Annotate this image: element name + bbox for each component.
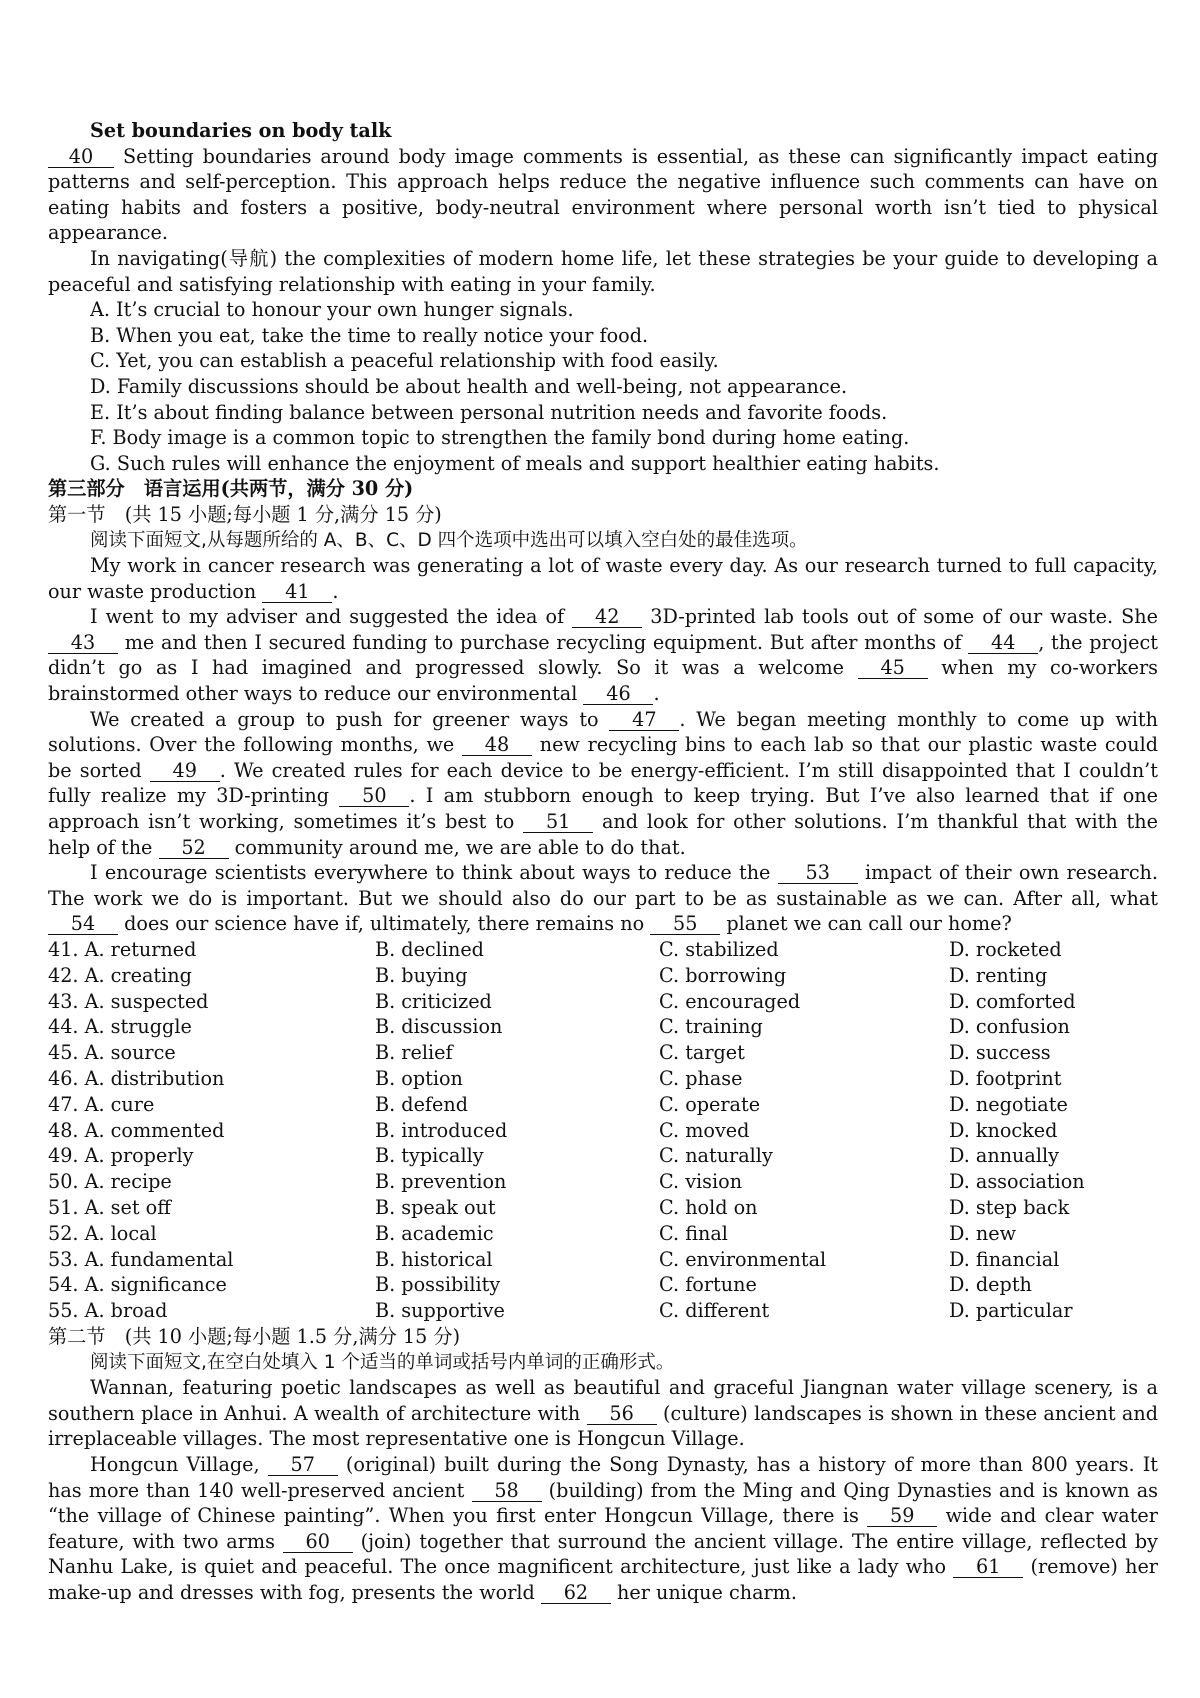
choice-48c[interactable]: C. moved (659, 1118, 750, 1142)
choice-41d[interactable]: D. rocketed (949, 938, 1062, 961)
option-e: E. It’s about finding balance between personal nutrition needs and favorite foods. (90, 400, 888, 424)
choice-51b[interactable]: B. speak out (375, 1195, 496, 1219)
choice-42b[interactable]: B. buying (375, 963, 468, 987)
choice-52d[interactable]: D. new (949, 1221, 1017, 1245)
blank-42[interactable]: 42 (572, 606, 642, 628)
choice-53d[interactable]: D. financial (949, 1247, 1060, 1271)
blank-45[interactable]: 45 (858, 657, 928, 679)
choice-53b[interactable]: B. historical (375, 1247, 493, 1271)
passage-title: Set boundaries on body talk (90, 119, 392, 142)
choice-49a[interactable]: 49. A. properly (48, 1144, 194, 1168)
passage-paragraph (48, 144, 1158, 246)
blank-53[interactable]: 53 (778, 862, 858, 884)
choice-41c[interactable]: C. stabilized (659, 938, 779, 961)
choice-52b[interactable]: B. academic (375, 1221, 494, 1245)
choice-46c[interactable]: C. phase (659, 1066, 743, 1090)
choice-54b[interactable]: B. possibility (375, 1273, 501, 1297)
blank-59[interactable]: 59 (867, 1505, 937, 1527)
choice-46b[interactable]: B. option (375, 1066, 463, 1090)
choice-53c[interactable]: C. environmental (659, 1247, 827, 1271)
choice-54a[interactable]: 54. A. significance (48, 1273, 227, 1297)
blank-50[interactable]: 50 (339, 785, 409, 807)
choice-53a[interactable]: 53. A. fundamental (48, 1247, 234, 1271)
choice-45d[interactable]: D. success (949, 1041, 1051, 1065)
choice-44d[interactable]: D. confusion (949, 1015, 1070, 1039)
choice-52a[interactable]: 52. A. local (48, 1221, 157, 1245)
blank-51[interactable]: 51 (523, 811, 593, 833)
choice-48d[interactable]: D. knocked (949, 1118, 1058, 1142)
choice-41b[interactable]: B. declined (375, 938, 484, 961)
choice-54d[interactable]: D. depth (949, 1273, 1032, 1297)
choice-49d[interactable]: D. annually (949, 1144, 1059, 1168)
choice-55a[interactable]: 55. A. broad (48, 1299, 168, 1323)
section2-instruction: 阅读下面短文,在空白处填入 1 个适当的单词或括号内单词的正确形式。 (90, 1351, 675, 1373)
choice-43b[interactable]: B. criticized (375, 989, 492, 1013)
option-b: B. When you eat, take the time to really notice your food. (90, 323, 649, 347)
choice-42c[interactable]: C. borrowing (659, 963, 787, 987)
choice-43a[interactable]: 43. A. suspected (48, 989, 209, 1013)
blank-44[interactable]: 44 (968, 632, 1038, 654)
choice-49c[interactable]: C. naturally (659, 1144, 773, 1168)
choice-48b[interactable]: B. introduced (375, 1118, 508, 1142)
blank-46[interactable]: 46 (583, 683, 653, 705)
blank-41[interactable]: 41 (262, 581, 332, 603)
blank-47[interactable]: 47 (609, 709, 679, 731)
passage-paragraph: In navigating(导航) the complexities of modern home life, let these strategies be your guide to developing a peaceful and satisfying relationship with eating in your family. (48, 246, 1158, 296)
blank-55[interactable]: 55 (650, 913, 720, 935)
choice-51c[interactable]: C. hold on (659, 1195, 758, 1219)
section1-heading: 第一节 (共 15 小题;每小题 1 分,满分 15 分) (48, 502, 442, 526)
choice-52c[interactable]: C. final (659, 1221, 728, 1245)
option-a: A. It’s crucial to honour your own hunger signals. (90, 298, 574, 322)
choice-42d[interactable]: D. renting (949, 963, 1048, 987)
choice-55b[interactable]: B. supportive (375, 1299, 505, 1323)
choice-55d[interactable]: D. particular (949, 1299, 1073, 1323)
blank-48[interactable]: 48 (462, 734, 532, 756)
cloze-paragraph: I went to my adviser and suggested the idea of 42 3D-printed lab tools out of some of our waste. She 43 me and then I secured funding to purchase recycling equipment. But after months of 44 , the project didn’t go as I had imagined and progressed slowly. So it was a welcome 45 when my co-workers brainstormed other ways to reduce our environmental 46 . (48, 605, 1158, 706)
choices-table (48, 937, 1158, 1324)
choice-44c[interactable]: C. training (659, 1015, 763, 1039)
choice-49b[interactable]: B. typically (375, 1144, 484, 1168)
blank-56[interactable]: 56 (587, 1403, 657, 1425)
blank-52[interactable]: 52 (159, 837, 229, 859)
choice-45a[interactable]: 45. A. source (48, 1041, 176, 1065)
grammar-paragraph: Hongcun Village, 57 (original) built during the Song Dynasty, has a history of more than 800 years. It has more than 140 well-preserved ancient 58 (building) from the Ming and Qing Dynasties and is known as “the village of Chinese painting”. When you first enter Hongcun Village, there is 59 wide and clear water feature, with two arms 60 (join) together that surround the ancient village. The entire village, reflected by Nanhu Lake, is quiet and peaceful. The once magnificent architecture, just like a lady who 61 (remove) her make-up and dresses with fog, presents the world 62 her unique charm. (48, 1452, 1159, 1604)
choice-50a[interactable]: 50. A. recipe (48, 1170, 172, 1194)
blank-54[interactable]: 54 (48, 913, 118, 935)
choice-44b[interactable]: B. discussion (375, 1015, 503, 1039)
blank-43[interactable]: 43 (48, 632, 118, 654)
choice-47d[interactable]: D. negotiate (949, 1092, 1068, 1116)
blank-58[interactable]: 58 (472, 1480, 542, 1502)
cloze-paragraph: We created a group to push for greener ways to 47 . We began meeting monthly to come up with solutions. Over the following months, we 48 new recycling bins to each lab so that our plastic waste could be sorted 49 . We created rules for each device to be energy-efficient. I’m still disappointed that I couldn’t fully realize my 3D-printing 50 . I am stubborn enough to keep trying. But I’ve also learned that if one approach isn’t working, sometimes it’s best to 51 and look for other solutions. I’m thankful that with the help of the 52 community around me, we are able to do that. (48, 707, 1159, 859)
cloze-paragraph: My work in cancer research was generating a lot of waste every day. As our research turned to full capacity, our waste production 41 . (48, 554, 1158, 603)
option-d: D. Family discussions should be about health and well-being, not appearance. (90, 374, 848, 398)
choice-47a[interactable]: 47. A. cure (48, 1092, 155, 1116)
choice-42a[interactable]: 42. A. creating (48, 963, 192, 987)
choice-46a[interactable]: 46. A. distribution (48, 1066, 225, 1090)
blank-60[interactable]: 60 (283, 1531, 353, 1553)
choice-50d[interactable]: D. association (949, 1170, 1085, 1194)
choice-47c[interactable]: C. operate (659, 1092, 761, 1116)
cloze-paragraph: I encourage scientists everywhere to think about ways to reduce the 53 impact of their own research. The work we do is important. But we should also do our part to be as sustainable as we can. After all, what 54 does our science have if, ultimately, there remains no 55 planet we can call our home? (48, 861, 1159, 936)
choice-51d[interactable]: D. step back (949, 1195, 1070, 1219)
option-c: C. Yet, you can establish a peaceful relationship with food easily. (90, 349, 719, 373)
choice-51a[interactable]: 51. A. set off (48, 1195, 171, 1219)
choice-50b[interactable]: B. prevention (375, 1170, 507, 1194)
choice-43c[interactable]: C. encouraged (659, 989, 801, 1013)
paragraph-text: Setting boundaries around body image comments is essential, as these can significantly impact eating patterns and self-perception. This approach helps reduce the negative influence such comments can have on eating habits and fosters a positive, body-neutral environment where personal worth isn’t tied to physical appearance. (48, 144, 1158, 245)
blank-49[interactable]: 49 (150, 760, 220, 782)
choice-45b[interactable]: B. relief (375, 1041, 453, 1065)
blank-61[interactable]: 61 (953, 1556, 1023, 1578)
choice-47b[interactable]: B. defend (375, 1092, 469, 1116)
choice-50c[interactable]: C. vision (659, 1170, 743, 1194)
choice-46d[interactable]: D. footprint (949, 1066, 1062, 1090)
blank-40[interactable]: 40 (48, 146, 114, 168)
choice-55c[interactable]: C. different (659, 1299, 770, 1323)
part3-heading: 第三部分 语言运用(共两节，满分 30 分) (48, 477, 414, 501)
grammar-paragraph: Wannan, featuring poetic landscapes as well as beautiful and graceful Jiangnan water village scenery, is a southern place in Anhui. A wealth of architecture with 56 (culture) landscapes is shown in these ancient and irreplaceable villages. The most representative one is Hongcun Village. (48, 1376, 1158, 1451)
section1-instruction: 阅读下面短文,从每题所给的 A、B、C、D 四个选项中选出可以填入空白处的最佳选项。 (90, 529, 808, 551)
choice-48a[interactable]: 48. A. commented (48, 1118, 225, 1142)
choice-45c[interactable]: C. target (659, 1041, 745, 1065)
choice-43d[interactable]: D. comforted (949, 989, 1076, 1013)
blank-62[interactable]: 62 (541, 1582, 611, 1604)
choice-44a[interactable]: 44. A. struggle (48, 1015, 192, 1039)
exam-page (48, 118, 1158, 1605)
section2-heading: 第二节 (共 10 小题;每小题 1.5 分,满分 15 分) (48, 1324, 461, 1348)
choice-54c[interactable]: C. fortune (659, 1273, 757, 1297)
option-g: G. Such rules will enhance the enjoyment of meals and support healthier eating habits. (90, 451, 940, 475)
blank-57[interactable]: 57 (268, 1454, 338, 1476)
option-f: F. Body image is a common topic to strengthen the family bond during home eating. (90, 426, 910, 450)
choice-41a[interactable]: 41. A. returned (48, 938, 197, 961)
